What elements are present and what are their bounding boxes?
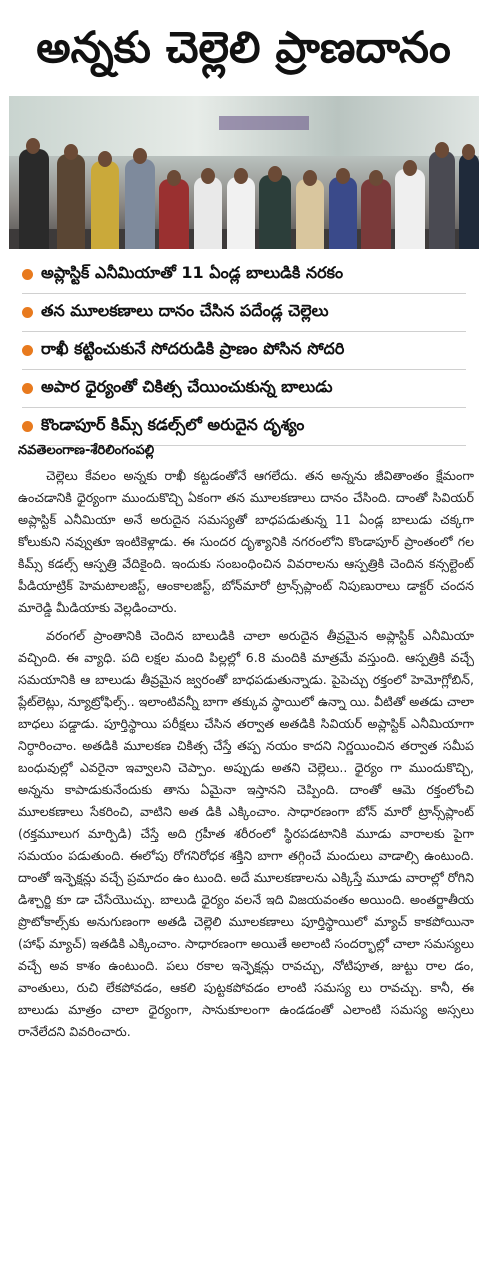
highlight-item (22, 408, 466, 446)
person-head (369, 170, 383, 186)
bullet-dot-icon (22, 421, 33, 432)
person-head (303, 170, 317, 186)
person-head (403, 160, 417, 176)
highlight-item (22, 294, 466, 332)
person-head (201, 168, 215, 184)
person-head (268, 166, 282, 182)
highlight-text: అపార ధైర్యంతో చికిత్స చేయించుకున్న బాలుడు (41, 377, 333, 396)
highlight-text: తన మూలకణాలు దానం చేసిన పదేండ్ల చెల్లెలు (41, 301, 329, 320)
person-head (234, 168, 248, 184)
person-figure (227, 177, 255, 249)
highlight-text: కొండాపూర్ కిమ్స్ కడల్స్‌లో అరుదైన దృశ్యం (41, 415, 305, 434)
highlight-item (22, 256, 466, 294)
bullet-dot-icon (22, 307, 33, 318)
person-figure (259, 175, 291, 249)
person-figure (91, 161, 119, 249)
person-head (435, 142, 449, 158)
bullet-dot-icon (22, 345, 33, 356)
article-paragraph: చెల్లెలు కేవలం అన్నకు రాఖీ కట్టడంతోనే ఆగలేదు. తన అన్నను జీవితాంతం క్షేమంగా ఉంచడానికి ధైర్యంగా ముందుకొచ్చి ఏకంగా తన మూలకణాలు దానం చేసింది. దాంతో సివియర్ అప్లాస్టిక్ ఎనీమియా అనే అరుదైన సమస్యతో బాధపడుతున్న 11 ఏండ్ల బాలుడు చక్కగా కోలుకుని నవ్వుతూ ఇంటికెళ్లాడు. ఈ సుందర దృశ్యానికి నగరంలోని కొండాపూర్ ప్రాంతంలో గల కిమ్స్ కడల్స్ ఆస్పత్రి వేదికైంది. ఇందుకు సంబంధించిన వివరాలను ఆస్పత్రికి చెందిన కన్సల్టెంట్ పీడియాట్రిక్ హెమటాలజిస్ట్, ఆంకాలజిస్ట్, బోన్‌మారో ట్రాన్స్‌ప్లాంట్ నిపుణురాలు డాక్టర్ చందన మారెడ్డి మీడియాకు వెల్లడించారు. (18, 468, 474, 615)
person-figure (125, 159, 155, 249)
highlight-text: రాఖీ కట్టించుకునే సోదరుడికి ప్రాణం పోసిన సోదరి (41, 339, 345, 358)
person-figure (57, 154, 85, 249)
hospital-logo-strip (219, 116, 309, 130)
bullet-dot-icon (22, 269, 33, 280)
person-head (64, 144, 78, 160)
person-figure (19, 149, 49, 249)
person-head (133, 148, 147, 164)
person-head (98, 151, 112, 167)
person-figure (459, 153, 479, 249)
person-head (167, 170, 181, 186)
highlight-text: అప్లాస్టిక్ ఎనీమియాతో 11 ఏండ్ల బాలుడికి నరకం (41, 263, 344, 282)
article-body (18, 465, 474, 1049)
person-figure (395, 169, 425, 249)
group-photo (9, 96, 479, 249)
person-figure (194, 177, 222, 249)
person-head (462, 144, 475, 160)
person-figure (159, 179, 189, 249)
headline: అన్నకు చెల్లెలి ప్రాణదానం (36, 23, 451, 73)
dateline: నవతెలంగాణ-శేరిలింగంపల్లి (18, 443, 155, 458)
bullet-dot-icon (22, 383, 33, 394)
highlights-list (22, 256, 466, 446)
person-figure (329, 177, 357, 249)
person-figure (429, 151, 455, 249)
highlight-item (22, 332, 466, 370)
person-figure (361, 179, 391, 249)
person-head (26, 138, 40, 154)
person-figure (296, 179, 324, 249)
highlight-item (22, 370, 466, 408)
person-head (336, 168, 350, 184)
article-paragraph: వరంగల్ ప్రాంతానికి చెందిన బాలుడికి చాలా అరుదైన తీవ్రమైన అప్లాస్టిక్ ఎనీమియా వచ్చింది. ఈ వ్యాధి. పది లక్షల మంది పిల్లల్లో 6.8 మందికి మాత్రమే వస్తుంది. ఆస్పత్రికి వచ్చే సమయానికి ఆ బాలుడు తీవ్రమైన జ్వరంతో బాధపడుతున్నాడు. పైపెచ్చు రక్తంలో హెమోగ్లోబిన్, ప్లేట్‌లెట్లు, న్యూట్రోఫిల్స్.. ఇలాంటివన్నీ బాగా తక్కువ స్థాయిలో ఉన్నా యి. వీటితో అతడు చాలా బాధలు పడ్డాడు. పూర్తిస్థాయి పరీక్షలు చేసిన తర్వాత అతడికి సివియర్ అప్లాస్టిక్ ఎనీమియాగా నిర్ధారించాం. అతడికి మూలకణ చికిత్స చేస్తే తప్ప నయం కాదని నిర్ణయించిన తర్వాత సమీప బంధువుల్లో ఎవరైనా ఇవ్వాలని చెప్పాం. అప్పుడు అతని చెల్లెలు.. ధైర్యం గా ముందుకొచ్చి, అన్నను కాపాడుకునేందుకు తాను ఏమైనా ఇస్తానని చెప్పింది. దాంతో ఆమె రక్తంలోంచి మూలకణాలు సేకరించి, వాటిని అత డికి ఎక్కించాం. సాధారణంగా బోన్ మారో ట్రాన్స్‌ప్లాంట్ (రక్తమూలుగ మార్పిడి) చేస్తే అది గ్రహీత శరీరంలో స్థిరపడటానికి మూడు వారాలకు పైగా సమయం పడుతుంది. ఈలోపు రోగనిరోధక శక్తిని బాగా తగ్గించే మందులు వాడాల్సి ఉంటుంది. దాంతో ఇన్ఫెక్షన్లు వచ్చే ప్రమాదం ఉం టుంది. అదే మూలకణాలను ఎక్కిస్తే మూడు వారాల్లో రోగిని డిశ్చార్జి కూ డా చేసేయొచ్చు. బాలుడి ధైర్యం వలనే ఇది విజయవంతం అయింది. అంతర్జాతీయ ప్రొటోకాల్స్‌కు అనుగుణంగా అతడి చెల్లెలి మూలకణాలు పూర్తిస్థాయిలో మ్యాచ్ కాకపోయినా (హాఫ్ మ్యాచ్) ఇతడికి ఎక్కించాం. సాధారణంగా అయితే అలాంటి సందర్భాల్లో చాలా సమస్యలు వచ్చే అవ కాశం ఉంటుంది. పలు రకాల ఇన్ఫెక్షన్లు రావచ్చు, నోటిపూత, జుట్టు రాల డం, వాంతులు, రుచి లేకపోవడం, ఆకలి పుట్టకపోవడం లాంటి సమస్య లు రావచ్చు. కానీ, ఈ బాలుడు మాత్రం చాలా ధైర్యంగా, సానుకూలంగా ఉండడంతో ఎలాంటి సమస్య అస్సలు రానేలేదని వివరించారు. (18, 628, 474, 1039)
